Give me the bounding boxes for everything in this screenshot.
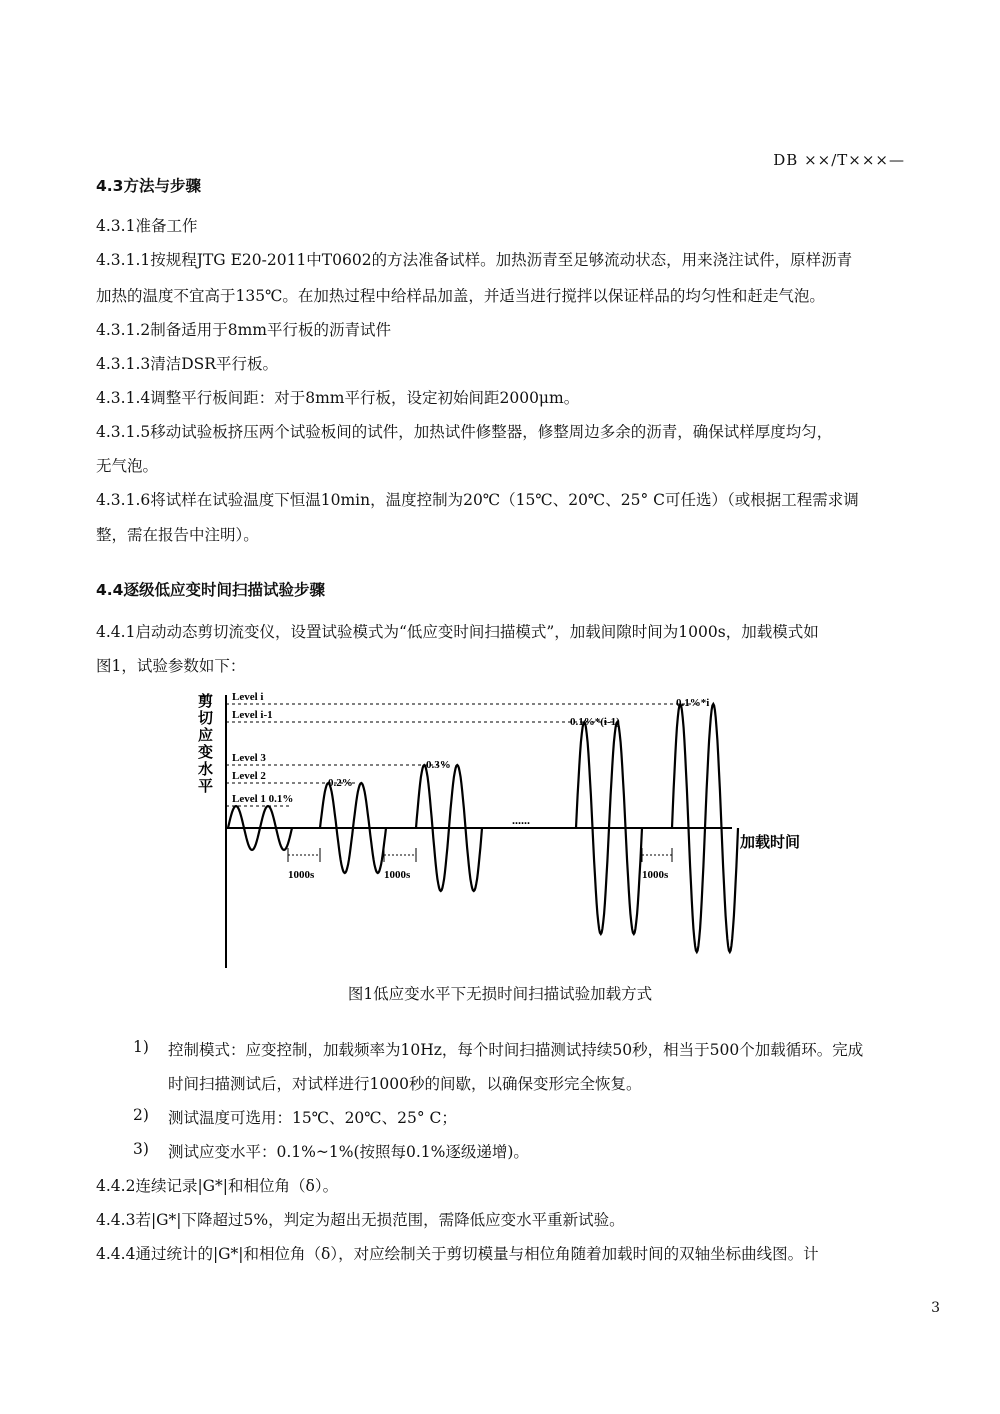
paragraph-4-3-1-1-line1: 4.3.1.1按规程JTG E20-2011中T0602的方法准备试样。加热沥青至足够流动状态，用来浇注试件，原样沥青 xyxy=(96,251,853,269)
paragraph-4-3-1-1-line2: 加热的温度不宜高于135℃。在加热过程中给样品加盖，并适当进行搅拌以保证样品的均匀性和赶走气泡。 xyxy=(96,287,825,305)
paragraph-4-3-1-6-line1: 4.3.1.6将试样在试验温度下恒温10min，温度控制为20℃（15℃、20℃、25° C可任选）（或根据工程需求调 xyxy=(96,491,859,509)
list-item-text: 测试应变水平：0.1%~1%(按照每0.1%逐级递增)。 xyxy=(168,1143,529,1161)
paragraph-4-3-1-5-line1: 4.3.1.5移动试验板挤压两个试验板间的试件，加热试件修整器，修整周边多余的沥青，确保试样厚度均匀， xyxy=(96,423,833,441)
paragraph-4-3-1-6-line2: 整，需在报告中注明）。 xyxy=(96,526,259,544)
paragraph-4-4-1-line1: 4.4.1启动动态剪切流变仪，设置试验模式为“低应变时间扫描模式”，加载间隙时间为1000s，加载模式如 xyxy=(96,623,819,641)
y-axis-label-char: 平 xyxy=(198,779,214,795)
interval-label: 1000s xyxy=(288,869,315,881)
y-axis-label-char: 应 xyxy=(198,728,214,744)
level-label: Level i xyxy=(232,691,264,703)
level-label: Level 1 0.1% xyxy=(232,793,294,805)
ellipsis: ...... xyxy=(512,813,530,827)
list-item-number: 1) xyxy=(133,1038,149,1056)
level-label: Level i-1 xyxy=(232,709,273,721)
list-item-text-continued: 时间扫描测试后，对试样进行1000秒的间歇，以确保变形完全恢复。 xyxy=(168,1075,642,1093)
subsection-heading-4-3-1: 4.3.1准备工作 xyxy=(96,217,198,235)
paragraph-4-4-3: 4.4.3若|G*|下降超过5%，判定为超出无损范围，需降低应变水平重新试验。 xyxy=(96,1211,625,1229)
figure-caption: 图1低应变水平下无损时间扫描试验加载方式 xyxy=(347,985,653,1003)
level-label: Level 2 xyxy=(232,770,266,782)
paragraph-4-4-4: 4.4.4通过统计的|G*|和相位角（δ），对应绘制关于剪切模量与相位角随着加载时间的双轴坐标曲线图。计 xyxy=(96,1245,819,1263)
amplitude-label: 0.1%*(i-1) xyxy=(570,716,620,728)
list-item-number: 2) xyxy=(133,1106,149,1124)
paragraph-4-3-1-4: 4.3.1.4调整平行板间距：对于8mm平行板，设定初始间距2000μm。 xyxy=(96,389,580,407)
paragraph-4-3-1-5-line2: 无气泡。 xyxy=(96,457,159,475)
level-label: Level 3 xyxy=(232,752,266,764)
amplitude-label: 0.2% xyxy=(328,777,353,789)
section-heading-4-3: 4.3方法与步骤 xyxy=(96,177,201,195)
interval-label: 1000s xyxy=(384,869,411,881)
y-axis-label-char: 水 xyxy=(198,762,214,778)
x-axis-label: 加载时间 xyxy=(740,835,801,851)
paragraph-4-3-1-2: 4.3.1.2制备适用于8mm平行板的沥青试件 xyxy=(96,321,391,339)
y-axis-label-char: 剪 xyxy=(198,694,214,710)
interval-label: 1000s xyxy=(642,869,669,881)
document-code: DB ××/T×××— xyxy=(773,151,905,169)
paragraph-4-4-2: 4.4.2连续记录|G*|和相位角（δ）。 xyxy=(96,1177,339,1195)
y-axis-label-char: 变 xyxy=(198,745,214,761)
y-axis-label-char: 切 xyxy=(198,711,214,727)
section-heading-4-4: 4.4逐级低应变时间扫描试验步骤 xyxy=(96,581,325,599)
loading-mode-chart xyxy=(190,690,830,975)
list-item-text: 控制模式：应变控制，加载频率为10Hz，每个时间扫描测试持续50秒，相当于500个加载循环。完成 xyxy=(168,1041,864,1059)
paragraph-4-4-1-line2: 图1，试验参数如下： xyxy=(96,657,246,675)
amplitude-label: 0.1%*i xyxy=(676,697,710,709)
list-item-text: 测试温度可选用：15℃、20℃、25° C； xyxy=(168,1109,457,1127)
amplitude-label: 0.3% xyxy=(426,759,451,771)
paragraph-4-3-1-3: 4.3.1.3清洁DSR平行板。 xyxy=(96,355,278,373)
list-item-number: 3) xyxy=(133,1140,149,1158)
page-number: 3 xyxy=(931,1300,940,1316)
